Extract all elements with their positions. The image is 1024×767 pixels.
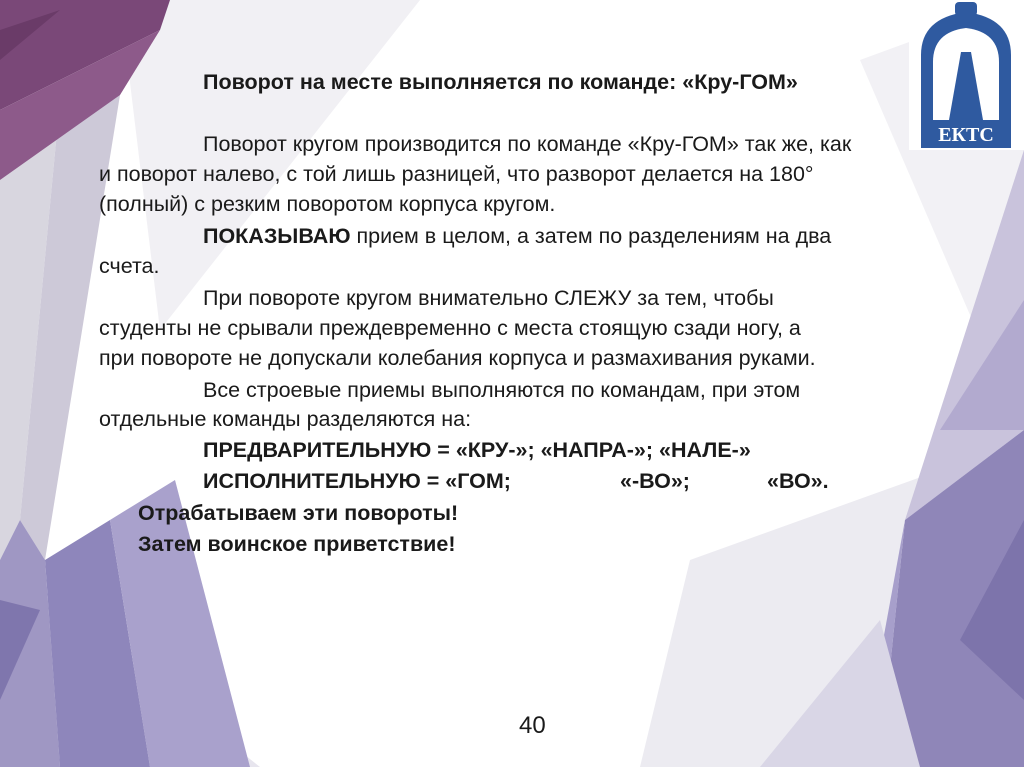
page-number: 40 — [519, 712, 546, 739]
closing-line-2: Затем воинское приветствие! — [138, 532, 456, 556]
paragraph1-line2: и поворот налево, с той лишь разницей, что разворот делается на 180° — [99, 162, 814, 186]
closing-line-1: Отрабатываем эти повороты! — [138, 501, 459, 525]
paragraph2-line2: счета. — [99, 254, 160, 278]
commands-executive-2: «-ВО»; — [620, 469, 690, 493]
title-line: Поворот на месте выполняется по команде: «Кру-ГОМ» — [203, 70, 798, 94]
paragraph3-line1-start: При повороте кругом внимательно — [203, 286, 555, 310]
paragraph4-line2: отдельные команды разделяются на: — [99, 407, 472, 431]
paragraph3-line3: при повороте не допускали колебания корпуса и размахивания руками. — [99, 346, 816, 370]
paragraph1-line1: Поворот кругом производится по команде «Кру-ГОМ» так же, как — [203, 132, 852, 156]
paragraph3-emphasis: СЛЕЖУ — [554, 286, 632, 310]
paragraph3-line1-end: за тем, чтобы — [631, 286, 774, 310]
commands-preliminary: ПРЕДВАРИТЕЛЬНУЮ = «КРУ-»; «НАПРА-»; «НАЛЕ-» — [203, 438, 751, 462]
paragraph2-line1-rest: прием в целом, а затем по разделениям на два — [350, 224, 832, 248]
paragraph3-line2: студенты не срывали преждевременно с места стоящую сзади ногу, а — [99, 316, 801, 340]
paragraph1-line3: (полный) с резким поворотом корпуса кругом. — [99, 192, 556, 216]
paragraph3-line1 — [203, 283, 774, 313]
logo-text: ЕКТС — [938, 124, 994, 146]
college-logo — [909, 0, 1024, 150]
paragraph2-line1 — [203, 221, 831, 251]
commands-executive-3: «ВО». — [767, 469, 829, 493]
paragraph2-emphasis: ПОКАЗЫВАЮ — [203, 224, 351, 248]
commands-executive-label: ИСПОЛНИТЕЛЬНУЮ = «ГОМ; — [203, 469, 511, 493]
paragraph4-line1: Все строевые приемы выполняются по командам, при этом — [203, 378, 801, 402]
